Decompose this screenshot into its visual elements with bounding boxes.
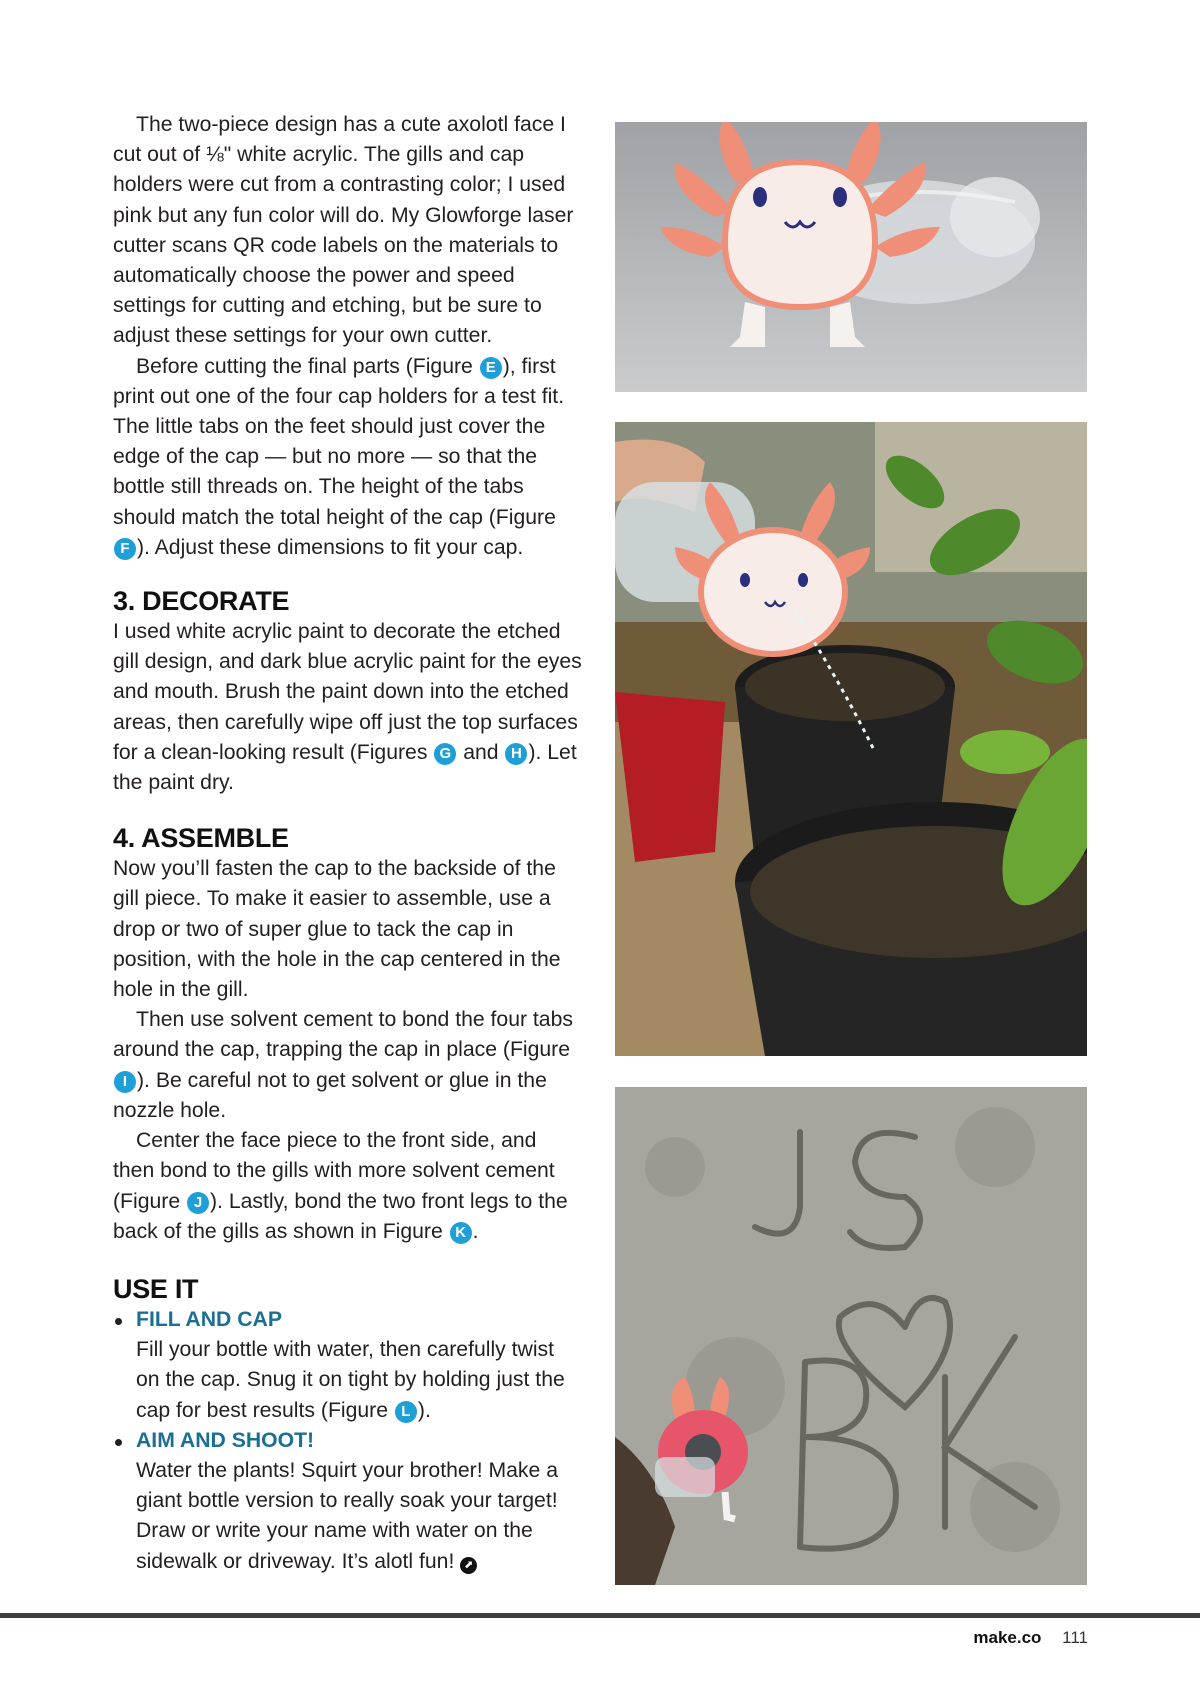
paragraph: I used white acrylic paint to decorate the etched gill design, and dark blue acrylic paint for the eyes and mouth. Brush the paint down into the etched areas, then carefully wipe off just the top surfaces for a clean-looking result (Figures G and H ). Let the paint dry. xyxy=(113,620,582,795)
make-logo-icon: ⬈ xyxy=(460,1557,477,1574)
page-footer xyxy=(973,1625,1088,1651)
list-item: AIM AND SHOOT! Water the plants! Squirt your brother! Make a giant bottle version to really soak your target! Draw or write your name with water on the sidewalk or driveway. It’s alotl fun! ⬈ xyxy=(113,1426,583,1577)
footer-rule xyxy=(0,1613,1200,1618)
paragraph: Before cutting the final parts (Figure E ), first print out one of the four cap holders for a test fit. The little tabs on the feet should just cover the edge of the cap — but no more — so that the bottle still threads on. The height of the tabs should match the total height of the cap (Figure F ). Adjust these dimensions to fit your cap. xyxy=(113,354,565,559)
item-title: FILL AND CAP xyxy=(136,1307,282,1331)
figure-badge: L xyxy=(395,1401,417,1423)
photo-watering-plants xyxy=(615,422,1087,1056)
figure-badge: E xyxy=(480,357,502,379)
figure-badge: F xyxy=(114,538,136,560)
section-heading-use-it: USE IT xyxy=(113,1273,199,1304)
section-heading-assemble: 4. ASSEMBLE xyxy=(113,823,289,854)
paragraph: Now you’ll fasten the cap to the backside of the gill piece. To make it easier to assemble, use a drop or two of super glue to tack the cap in position, with the hole in the cap centered in the hole in the gill. xyxy=(113,857,561,1002)
article-column xyxy=(113,110,583,1577)
axolotl-bottle-illustration xyxy=(615,122,1087,392)
watering-plants-illustration xyxy=(615,422,1087,1056)
photo-sidewalk-writing xyxy=(615,1087,1087,1585)
page-number: 111 xyxy=(1062,1628,1088,1647)
figure-badge: I xyxy=(114,1071,136,1093)
figure-badge: J xyxy=(187,1192,209,1214)
figure-badge: G xyxy=(434,743,456,765)
footer-site: make.co xyxy=(973,1628,1042,1647)
section-heading-decorate: 3. DECORATE xyxy=(113,586,290,617)
item-title: AIM AND SHOOT! xyxy=(136,1428,315,1452)
paragraph: Center the face piece to the front side, and then bond to the gills with more solvent cement (Figure J ). Lastly, bond the two front legs to the back of the gills as shown in Figure K . xyxy=(113,1129,568,1243)
photo-axolotl-bottle xyxy=(615,122,1087,392)
figure-badge: H xyxy=(505,743,527,765)
list-item: FILL AND CAP Fill your bottle with water, then carefully twist on the cap. Snug it on tight by holding just the cap for best results (Figure L ). xyxy=(113,1305,583,1426)
figure-badge: K xyxy=(450,1222,472,1244)
use-it-list xyxy=(113,1305,583,1577)
paragraph: Then use solvent cement to bond the four tabs around the cap, trapping the cap in place (Figure I ). Be careful not to get solvent or glue in the nozzle hole. xyxy=(113,1008,573,1122)
sidewalk-writing-illustration xyxy=(615,1087,1087,1585)
paragraph: The two-piece design has a cute axolotl face I cut out of ⅛" white acrylic. The gills and cap holders were cut from a contrasting color; I used pink but any fun color will do. My Glowforge laser cutter scans QR code labels on the materials to automatically choose the power and speed settings for cutting and etching, but be sure to adjust these settings for your own cutter. xyxy=(113,113,574,348)
